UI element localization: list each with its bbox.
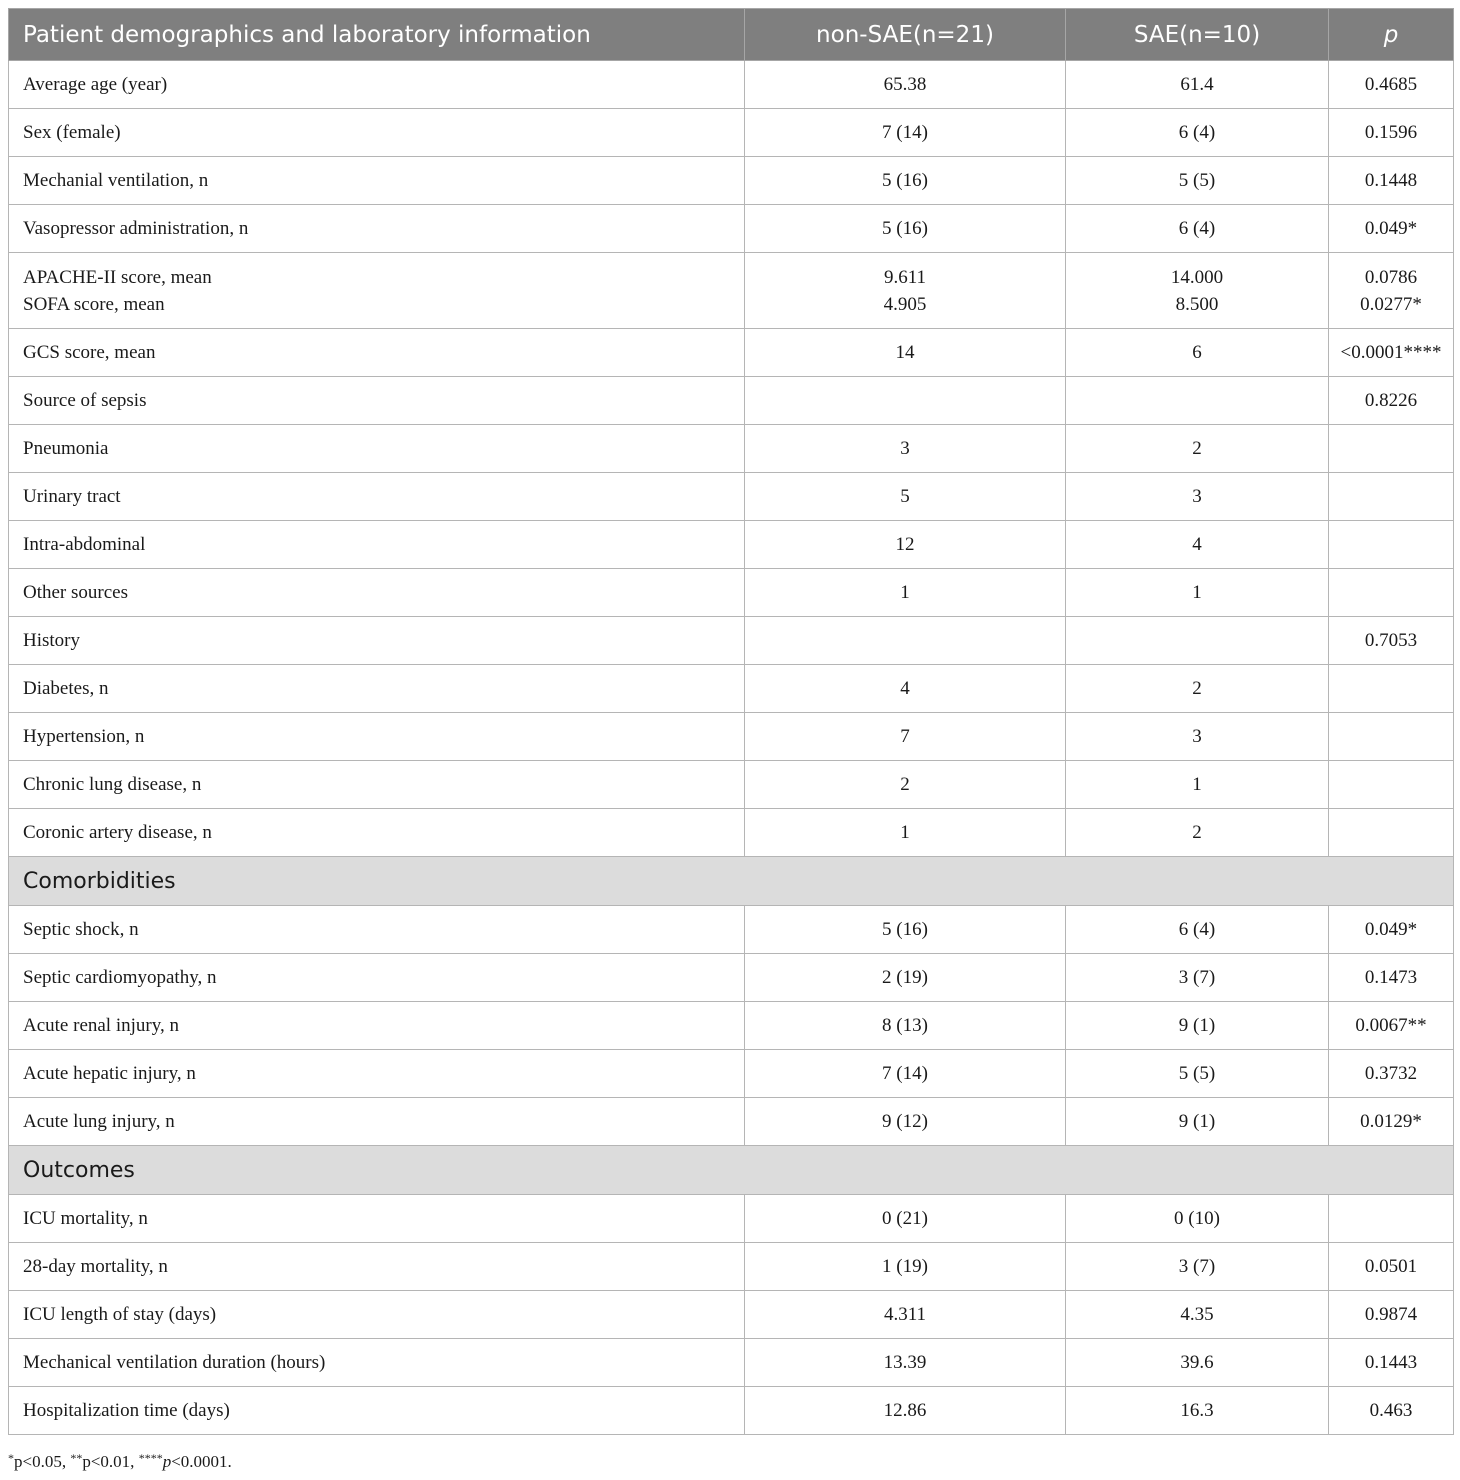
row-label: Pneumonia (9, 425, 745, 473)
cell-non-sae: 4 (745, 665, 1066, 713)
cell-p (1329, 521, 1454, 569)
header-p-value: p (1329, 9, 1454, 61)
cell-non-sae: 5 (16) (745, 906, 1066, 954)
table-row (9, 1195, 1454, 1243)
cell-p: 0.9874 (1329, 1291, 1454, 1339)
cell-sae: 9 (1) (1066, 1002, 1329, 1050)
cell-non-sae: 5 (16) (745, 157, 1066, 205)
cell-p (1329, 253, 1454, 329)
table-row (9, 906, 1454, 954)
cell-sae: 1 (1066, 761, 1329, 809)
cell-sae: 4 (1066, 521, 1329, 569)
table-row (9, 617, 1454, 665)
table-row (9, 1243, 1454, 1291)
cell-p: 0.1596 (1329, 109, 1454, 157)
apache-p: 0.0786 (1364, 266, 1418, 288)
cell-p: 0.1473 (1329, 954, 1454, 1002)
apache-label: APACHE-II score, mean (23, 266, 212, 288)
results-table (8, 8, 1454, 1435)
row-label: Source of sepsis (9, 377, 745, 425)
cell-non-sae: 7 (745, 713, 1066, 761)
cell-p (1329, 713, 1454, 761)
table-body (9, 61, 1454, 1435)
table-row (9, 761, 1454, 809)
row-label: Other sources (9, 569, 745, 617)
cell-p: 0.3732 (1329, 1050, 1454, 1098)
table-row (9, 1387, 1454, 1435)
cell-sae: 6 (4) (1066, 109, 1329, 157)
cell-p (1329, 425, 1454, 473)
row-label: Sex (female) (9, 109, 745, 157)
table-footnote (8, 1451, 232, 1472)
row-label: History (9, 617, 745, 665)
table-row (9, 1098, 1454, 1146)
row-label: Acute hepatic injury, n (9, 1050, 745, 1098)
table-row (9, 1050, 1454, 1098)
table-row (9, 713, 1454, 761)
cell-sae: 2 (1066, 425, 1329, 473)
table-row (9, 521, 1454, 569)
cell-sae: 1 (1066, 569, 1329, 617)
cell-p: 0.7053 (1329, 617, 1454, 665)
cell-sae: 9 (1) (1066, 1098, 1329, 1146)
cell-p: 0.049* (1329, 906, 1454, 954)
cell-non-sae: 0 (21) (745, 1195, 1066, 1243)
table-row (9, 1291, 1454, 1339)
table-row (9, 425, 1454, 473)
row-label: Average age (year) (9, 61, 745, 109)
row-label: ICU length of stay (days) (9, 1291, 745, 1339)
sofa-non-sae: 4.905 (883, 293, 927, 315)
cell-sae (1066, 377, 1329, 425)
table-row (9, 569, 1454, 617)
table-row (9, 1339, 1454, 1387)
section-label: Comorbidities (9, 857, 1454, 906)
cell-non-sae: 7 (14) (745, 1050, 1066, 1098)
cell-non-sae: 3 (745, 425, 1066, 473)
cell-p: 0.8226 (1329, 377, 1454, 425)
table-row (9, 809, 1454, 857)
cell-sae: 5 (5) (1066, 157, 1329, 205)
footnote-italic-p: p (162, 1452, 172, 1471)
cell-p: 0.0067** (1329, 1002, 1454, 1050)
row-label: Urinary tract (9, 473, 745, 521)
section-label: Outcomes (9, 1146, 1454, 1195)
sofa-label: SOFA score, mean (23, 293, 165, 315)
section-row-comorbidities (9, 857, 1454, 906)
apache-non-sae: 9.611 (883, 266, 927, 288)
row-label: Vasopressor administration, n (9, 205, 745, 253)
cell-sae: 2 (1066, 665, 1329, 713)
header-sae: SAE(n=10) (1066, 9, 1329, 61)
row-label: Hospitalization time (days) (9, 1387, 745, 1435)
table-row (9, 473, 1454, 521)
row-label: Chronic lung disease, n (9, 761, 745, 809)
cell-p: 0.4685 (1329, 61, 1454, 109)
cell-non-sae: 7 (14) (745, 109, 1066, 157)
cell-non-sae: 5 (16) (745, 205, 1066, 253)
cell-non-sae: 1 (19) (745, 1243, 1066, 1291)
table-header-row (9, 9, 1454, 61)
cell-p: 0.1448 (1329, 157, 1454, 205)
cell-sae: 6 (4) (1066, 205, 1329, 253)
table-row (9, 157, 1454, 205)
table-row (9, 109, 1454, 157)
cell-non-sae: 1 (745, 569, 1066, 617)
cell-non-sae: 13.39 (745, 1339, 1066, 1387)
footnote-star: ** (70, 1451, 83, 1465)
cell-p: 0.049* (1329, 205, 1454, 253)
cell-p (1329, 665, 1454, 713)
cell-p (1329, 761, 1454, 809)
cell-sae: 6 (1066, 329, 1329, 377)
cell-non-sae (745, 253, 1066, 329)
cell-non-sae: 65.38 (745, 61, 1066, 109)
cell-non-sae: 4.311 (745, 1291, 1066, 1339)
table-row (9, 205, 1454, 253)
row-label: 28-day mortality, n (9, 1243, 745, 1291)
cell-non-sae (745, 617, 1066, 665)
cell-non-sae: 1 (745, 809, 1066, 857)
footnote-text: <0.0001. (171, 1452, 232, 1471)
cell-p: <0.0001**** (1329, 329, 1454, 377)
table-row (9, 665, 1454, 713)
cell-sae: 0 (10) (1066, 1195, 1329, 1243)
row-label: GCS score, mean (9, 329, 745, 377)
cell-non-sae: 2 (19) (745, 954, 1066, 1002)
row-label: Acute renal injury, n (9, 1002, 745, 1050)
cell-p: 0.0501 (1329, 1243, 1454, 1291)
cell-sae: 3 (1066, 473, 1329, 521)
row-label: Septic cardiomyopathy, n (9, 954, 745, 1002)
row-label: Septic shock, n (9, 906, 745, 954)
cell-sae: 3 (1066, 713, 1329, 761)
table-row (9, 329, 1454, 377)
cell-non-sae: 8 (13) (745, 1002, 1066, 1050)
cell-non-sae: 12 (745, 521, 1066, 569)
cell-p: 0.0129* (1329, 1098, 1454, 1146)
cell-p: 0.463 (1329, 1387, 1454, 1435)
cell-non-sae: 9 (12) (745, 1098, 1066, 1146)
apache-sae: 14.000 (1170, 266, 1224, 288)
row-label: Intra-abdominal (9, 521, 745, 569)
cell-sae (1066, 617, 1329, 665)
table-row (9, 61, 1454, 109)
cell-non-sae: 2 (745, 761, 1066, 809)
cell-non-sae: 12.86 (745, 1387, 1066, 1435)
header-non-sae: non-SAE(n=21) (745, 9, 1066, 61)
cell-sae: 6 (4) (1066, 906, 1329, 954)
cell-p (1329, 473, 1454, 521)
table-row (9, 377, 1454, 425)
cell-non-sae (745, 377, 1066, 425)
cell-sae: 61.4 (1066, 61, 1329, 109)
cell-sae: 39.6 (1066, 1339, 1329, 1387)
cell-sae: 16.3 (1066, 1387, 1329, 1435)
cell-sae: 3 (7) (1066, 954, 1329, 1002)
row-label: Mechanical ventilation duration (hours) (9, 1339, 745, 1387)
cell-sae: 4.35 (1066, 1291, 1329, 1339)
table-row (9, 1002, 1454, 1050)
sofa-p: 0.0277* (1360, 293, 1422, 315)
row-label: Mechanial ventilation, n (9, 157, 745, 205)
cell-p (1329, 809, 1454, 857)
cell-p (1329, 1195, 1454, 1243)
row-label: Acute lung injury, n (9, 1098, 745, 1146)
section-row-outcomes (9, 1146, 1454, 1195)
table-row (9, 954, 1454, 1002)
footnote-star: * (8, 1451, 14, 1465)
cell-non-sae: 5 (745, 473, 1066, 521)
cell-sae: 3 (7) (1066, 1243, 1329, 1291)
cell-sae: 2 (1066, 809, 1329, 857)
row-label: Coronic artery disease, n (9, 809, 745, 857)
row-label (9, 253, 745, 329)
cell-sae: 5 (5) (1066, 1050, 1329, 1098)
footnote-text: p<0.05, (14, 1452, 71, 1471)
sofa-sae: 8.500 (1175, 293, 1219, 315)
row-label: ICU mortality, n (9, 1195, 745, 1243)
header-characteristic: Patient demographics and laboratory information (9, 9, 745, 61)
cell-p (1329, 569, 1454, 617)
row-label: Diabetes, n (9, 665, 745, 713)
footnote-star: **** (138, 1451, 163, 1465)
cell-p: 0.1443 (1329, 1339, 1454, 1387)
footnote-text: p<0.01, (82, 1452, 139, 1471)
cell-sae (1066, 253, 1329, 329)
row-label: Hypertension, n (9, 713, 745, 761)
table-row-scores (9, 253, 1454, 329)
cell-non-sae: 14 (745, 329, 1066, 377)
